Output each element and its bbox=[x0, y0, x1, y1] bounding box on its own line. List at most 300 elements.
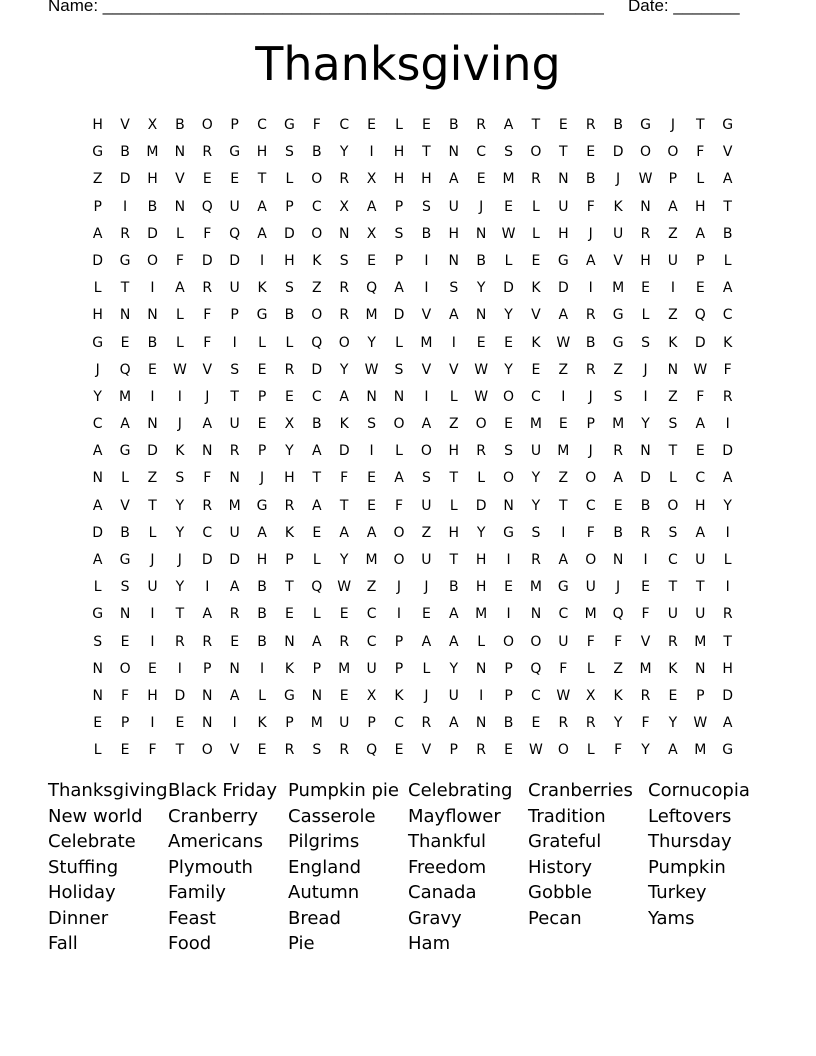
grid-letter: D bbox=[147, 443, 158, 460]
grid-letter: M bbox=[146, 144, 159, 161]
grid-row bbox=[84, 629, 744, 656]
grid-letter: U bbox=[585, 579, 596, 596]
grid-letter: I bbox=[725, 579, 730, 596]
grid-row bbox=[84, 302, 744, 329]
grid-letter: Z bbox=[448, 416, 459, 433]
grid-letter: Y bbox=[668, 715, 678, 732]
grid-letter: G bbox=[722, 742, 734, 759]
grid-row bbox=[84, 683, 744, 710]
grid-letter: Y bbox=[504, 307, 513, 324]
grid-letter: R bbox=[175, 633, 185, 650]
grid-letter: A bbox=[92, 225, 103, 242]
grid-letter: P bbox=[394, 198, 404, 215]
grid-letter: V bbox=[448, 361, 459, 378]
grid-letter: C bbox=[722, 307, 733, 324]
grid-row bbox=[84, 520, 744, 547]
grid-letter: D bbox=[92, 524, 104, 541]
grid-letter: U bbox=[229, 416, 240, 433]
grid-letter: H bbox=[558, 225, 569, 242]
grid-letter: B bbox=[175, 117, 185, 133]
grid-letter: Z bbox=[558, 470, 569, 487]
word-bank-item: Americans bbox=[168, 831, 264, 852]
grid-letter: J bbox=[95, 361, 100, 378]
grid-letter: F bbox=[203, 307, 212, 324]
grid-letter: G bbox=[92, 606, 104, 623]
grid-letter: A bbox=[585, 252, 596, 269]
grid-letter: E bbox=[93, 715, 103, 732]
grid-letter: H bbox=[448, 225, 460, 242]
grid-letter: R bbox=[421, 715, 432, 732]
grid-letter: W bbox=[337, 579, 352, 596]
grid-letter: Y bbox=[367, 334, 376, 351]
grid-row bbox=[84, 574, 744, 601]
grid-letter: X bbox=[284, 416, 295, 433]
grid-letter: O bbox=[503, 470, 515, 487]
grid-letter: A bbox=[202, 606, 213, 623]
grid-letter: O bbox=[146, 252, 158, 269]
word-bank-item: Casserole bbox=[288, 805, 376, 827]
grid-letter: A bbox=[695, 524, 706, 541]
grid-letter: A bbox=[394, 470, 404, 487]
grid-letter: Y bbox=[175, 524, 185, 541]
grid-letter: R bbox=[339, 742, 350, 759]
grid-letter: L bbox=[312, 606, 321, 623]
grid-letter: I bbox=[561, 388, 566, 405]
grid-letter: I bbox=[725, 416, 730, 433]
grid-letter: L bbox=[93, 742, 102, 759]
grid-letter: D bbox=[722, 687, 734, 704]
grid-letter: E bbox=[504, 416, 513, 433]
grid-letter: V bbox=[202, 361, 213, 378]
grid-letter: P bbox=[230, 307, 239, 324]
grid-letter: Z bbox=[366, 579, 377, 596]
grid-letter: I bbox=[561, 524, 566, 541]
grid-letter: N bbox=[311, 687, 323, 704]
grid-letter: F bbox=[148, 742, 157, 759]
grid-letter: R bbox=[229, 606, 240, 623]
grid-letter: F bbox=[641, 606, 650, 623]
grid-letter: R bbox=[668, 633, 678, 650]
grid-row bbox=[84, 493, 744, 520]
grid-letter: L bbox=[175, 334, 184, 351]
grid-letter: M bbox=[310, 715, 323, 732]
grid-letter: I bbox=[232, 715, 237, 732]
grid-letter: O bbox=[530, 633, 542, 650]
grid-letter: U bbox=[229, 524, 240, 541]
grid-letter: R bbox=[722, 606, 733, 623]
grid-letter: F bbox=[121, 687, 130, 704]
grid-letter: J bbox=[588, 443, 593, 460]
grid-letter: P bbox=[285, 715, 294, 732]
grid-letter: O bbox=[503, 633, 515, 650]
grid-letter: J bbox=[259, 470, 265, 487]
grid-letter: P bbox=[696, 252, 705, 269]
grid-letter: I bbox=[588, 280, 593, 297]
grid-letter: S bbox=[175, 470, 185, 487]
grid-letter: Y bbox=[339, 552, 349, 568]
grid-letter: T bbox=[723, 198, 732, 215]
grid-letter: L bbox=[504, 252, 513, 269]
grid-letter: J bbox=[396, 579, 402, 596]
word-bank-item: History bbox=[528, 856, 593, 878]
grid-letter: M bbox=[694, 742, 707, 759]
grid-letter: M bbox=[639, 660, 652, 677]
grid-letter: C bbox=[394, 715, 404, 732]
grid-letter: V bbox=[722, 144, 733, 161]
grid-letter: D bbox=[722, 443, 734, 460]
grid-letter: Z bbox=[613, 660, 623, 677]
grid-row bbox=[84, 221, 744, 248]
grid-letter: A bbox=[366, 198, 377, 215]
grid-letter: I bbox=[150, 280, 155, 297]
grid-letter: L bbox=[477, 470, 486, 487]
grid-letter: K bbox=[257, 715, 267, 732]
grid-letter: B bbox=[257, 633, 267, 650]
grid-letter: T bbox=[696, 579, 705, 596]
grid-letter: R bbox=[476, 742, 487, 759]
grid-letter: G bbox=[640, 117, 651, 133]
grid-letter: Y bbox=[476, 524, 486, 541]
grid-letter: R bbox=[531, 171, 541, 188]
grid-letter: T bbox=[175, 606, 185, 623]
grid-letter: C bbox=[531, 687, 541, 704]
grid-letter: K bbox=[339, 416, 349, 433]
grid-letter: E bbox=[613, 497, 623, 514]
grid-letter: A bbox=[695, 416, 706, 433]
grid-letter: U bbox=[339, 715, 350, 732]
grid-letter: B bbox=[448, 579, 459, 596]
grid-letter: Y bbox=[641, 742, 650, 759]
grid-letter: N bbox=[640, 443, 651, 460]
grid-letter: C bbox=[311, 388, 322, 405]
grid-letter: O bbox=[393, 416, 405, 433]
grid-letter: P bbox=[257, 443, 267, 460]
grid-letter: T bbox=[559, 497, 568, 514]
grid-letter: L bbox=[395, 117, 403, 133]
grid-letter: Q bbox=[366, 280, 378, 297]
grid-letter: J bbox=[424, 579, 429, 596]
grid-letter: M bbox=[119, 388, 132, 405]
word-bank-item: Pumpkin bbox=[648, 856, 726, 878]
grid-letter: G bbox=[612, 334, 624, 351]
grid-row bbox=[84, 411, 744, 438]
word-bank-item: Autumn bbox=[288, 882, 360, 903]
grid-letter: D bbox=[201, 252, 213, 269]
grid-letter: B bbox=[476, 252, 486, 269]
grid-letter: F bbox=[559, 660, 568, 677]
grid-letter: M bbox=[420, 334, 433, 351]
grid-letter: I bbox=[451, 334, 456, 351]
grid-letter: L bbox=[532, 225, 540, 242]
grid-letter: I bbox=[259, 252, 265, 269]
grid-letter: J bbox=[177, 552, 182, 568]
grid-letter: S bbox=[394, 225, 404, 242]
grid-letter: M bbox=[502, 171, 515, 188]
grid-letter: Y bbox=[504, 361, 513, 378]
grid-letter: I bbox=[670, 280, 675, 297]
grid-row bbox=[84, 330, 744, 357]
grid-letter: R bbox=[202, 633, 213, 650]
grid-letter: T bbox=[696, 117, 705, 133]
grid-letter: R bbox=[640, 687, 651, 704]
grid-letter: L bbox=[696, 171, 705, 188]
date-field: Date: _______ bbox=[628, 0, 740, 15]
grid-letter: A bbox=[668, 742, 678, 759]
grid-letter: L bbox=[641, 307, 650, 324]
grid-letter: L bbox=[258, 687, 266, 704]
grid-letter: N bbox=[612, 552, 624, 568]
grid-letter: S bbox=[531, 524, 541, 541]
grid-letter: U bbox=[667, 252, 679, 269]
grid-letter: A bbox=[421, 416, 432, 433]
grid-letter: B bbox=[120, 524, 130, 541]
grid-letter: R bbox=[120, 225, 130, 242]
grid-letter: F bbox=[203, 334, 212, 351]
grid-letter: R bbox=[202, 497, 213, 514]
grid-letter: A bbox=[722, 715, 733, 732]
grid-letter: A bbox=[722, 470, 733, 487]
grid-letter: U bbox=[612, 225, 624, 242]
grid-letter: G bbox=[612, 307, 624, 324]
grid-letter: C bbox=[92, 416, 103, 433]
grid-letter: P bbox=[394, 633, 404, 650]
grid-letter: S bbox=[93, 633, 103, 650]
grid-letter: A bbox=[312, 633, 322, 650]
grid-letter: K bbox=[668, 334, 678, 351]
grid-letter: A bbox=[339, 388, 349, 405]
grid-letter: Z bbox=[613, 361, 623, 378]
grid-letter: A bbox=[257, 198, 267, 215]
grid-letter: N bbox=[147, 307, 158, 324]
grid-letter: Z bbox=[421, 524, 432, 541]
grid-letter: E bbox=[148, 660, 157, 677]
grid-letter: G bbox=[284, 117, 295, 133]
grid-letter: A bbox=[695, 225, 706, 242]
grid-letter: L bbox=[723, 252, 732, 269]
grid-letter: I bbox=[150, 715, 155, 732]
grid-letter: U bbox=[530, 443, 542, 460]
grid-letter: X bbox=[339, 198, 349, 215]
grid-letter: E bbox=[175, 715, 185, 732]
grid-letter: N bbox=[393, 388, 405, 405]
grid-row bbox=[84, 112, 744, 139]
grid-letter: U bbox=[667, 606, 679, 623]
grid-letter: E bbox=[257, 361, 267, 378]
grid-letter: T bbox=[230, 388, 239, 405]
grid-letter: H bbox=[393, 144, 405, 161]
grid-letter: E bbox=[558, 416, 568, 433]
grid-letter: X bbox=[366, 225, 377, 242]
grid-letter: E bbox=[421, 117, 431, 133]
grid-letter: Q bbox=[366, 742, 378, 759]
grid-letter: O bbox=[338, 334, 350, 351]
grid-letter: T bbox=[668, 443, 678, 460]
grid-letter: M bbox=[228, 497, 241, 514]
word-bank-item: Cornucopia bbox=[648, 780, 750, 801]
grid-letter: N bbox=[530, 606, 542, 623]
grid-letter: I bbox=[479, 687, 484, 704]
grid-letter: S bbox=[449, 280, 459, 297]
grid-letter: N bbox=[667, 361, 679, 378]
grid-letter: R bbox=[229, 443, 240, 460]
grid-letter: Y bbox=[641, 416, 650, 433]
grid-letter: N bbox=[558, 171, 569, 188]
grid-letter: N bbox=[119, 307, 131, 324]
grid-letter: D bbox=[92, 252, 104, 269]
grid-letter: A bbox=[202, 416, 213, 433]
grid-letter: D bbox=[229, 552, 241, 568]
word-bank-item: Tradition bbox=[528, 805, 606, 827]
grid-letter: L bbox=[285, 171, 294, 188]
grid-letter: S bbox=[421, 198, 431, 215]
grid-letter: N bbox=[202, 687, 213, 704]
grid-letter: G bbox=[284, 687, 295, 704]
grid-letter: J bbox=[616, 171, 621, 188]
grid-letter: T bbox=[668, 579, 678, 596]
grid-letter: S bbox=[394, 361, 404, 378]
grid-letter: Y bbox=[449, 660, 459, 677]
grid-letter: Q bbox=[530, 660, 542, 677]
grid-letter: S bbox=[284, 144, 294, 161]
grid-letter: K bbox=[284, 524, 295, 541]
grid-letter: D bbox=[557, 280, 569, 297]
grid-letter: A bbox=[229, 579, 240, 596]
grid-letter: F bbox=[696, 388, 705, 405]
grid-letter: A bbox=[175, 280, 185, 297]
grid-letter: R bbox=[339, 307, 350, 324]
grid-letter: F bbox=[696, 144, 705, 161]
word-bank-item: Freedom bbox=[408, 856, 487, 878]
grid-letter: G bbox=[557, 252, 569, 269]
grid-letter: U bbox=[695, 606, 706, 623]
grid-letter: L bbox=[121, 470, 129, 487]
grid-letter: I bbox=[643, 552, 648, 568]
grid-letter: L bbox=[449, 388, 458, 405]
grid-letter: X bbox=[585, 687, 596, 704]
grid-letter: D bbox=[284, 225, 295, 242]
grid-letter: A bbox=[503, 117, 514, 133]
grid-letter: Y bbox=[175, 497, 185, 514]
grid-letter: U bbox=[229, 198, 240, 215]
grid-letter: I bbox=[369, 443, 374, 460]
grid-letter: V bbox=[421, 361, 432, 378]
grid-letter: S bbox=[668, 416, 678, 433]
word-bank-item: Pie bbox=[288, 933, 315, 954]
grid-letter: A bbox=[92, 497, 103, 514]
word-bank-item: England bbox=[288, 856, 362, 878]
grid-letter: Z bbox=[312, 280, 322, 297]
grid-letter: S bbox=[367, 416, 377, 433]
grid-letter: Y bbox=[175, 579, 185, 596]
grid-letter: E bbox=[531, 361, 541, 378]
grid-letter: A bbox=[722, 280, 733, 297]
grid-letter: O bbox=[311, 171, 323, 188]
grid-letter: G bbox=[92, 334, 104, 351]
grid-letter: H bbox=[640, 252, 651, 269]
grid-letter: E bbox=[394, 742, 404, 759]
grid-letter: S bbox=[504, 144, 513, 161]
grid-letter: L bbox=[395, 443, 403, 460]
grid-letter: A bbox=[448, 171, 459, 188]
grid-letter: Q bbox=[311, 579, 323, 596]
grid-letter: E bbox=[695, 443, 705, 460]
grid-letter: J bbox=[588, 225, 593, 242]
grid-letter: E bbox=[120, 633, 130, 650]
grid-letter: R bbox=[585, 307, 596, 324]
grid-letter: S bbox=[421, 470, 431, 487]
word-bank-item: Fall bbox=[48, 933, 78, 954]
grid-letter: F bbox=[586, 633, 595, 650]
grid-letter: A bbox=[339, 524, 349, 541]
grid-letter: D bbox=[393, 307, 405, 324]
grid-letter: E bbox=[421, 606, 431, 623]
grid-letter: Q bbox=[694, 307, 706, 324]
grid-letter: A bbox=[448, 633, 459, 650]
grid-letter: S bbox=[120, 579, 130, 596]
grid-letter: B bbox=[613, 117, 623, 133]
grid-letter: D bbox=[201, 552, 213, 568]
grid-letter: K bbox=[257, 280, 267, 297]
word-bank-item: Pumpkin pie bbox=[288, 780, 399, 801]
grid-letter: I bbox=[424, 280, 429, 297]
grid-letter: E bbox=[367, 497, 377, 514]
grid-letter: A bbox=[257, 524, 267, 541]
grid-letter: E bbox=[476, 334, 486, 351]
grid-letter: V bbox=[640, 633, 651, 650]
grid-letter: V bbox=[120, 117, 130, 133]
grid-letter: Z bbox=[668, 388, 678, 405]
grid-letter: C bbox=[585, 497, 596, 514]
grid-letter: X bbox=[366, 687, 377, 704]
grid-letter: O bbox=[585, 552, 597, 568]
word-bank-item: New world bbox=[48, 805, 143, 827]
grid-letter: H bbox=[393, 171, 405, 188]
grid-letter: T bbox=[285, 579, 294, 596]
grid-letter: E bbox=[504, 334, 513, 351]
grid-letter: W bbox=[529, 742, 543, 759]
grid-letter: A bbox=[448, 606, 459, 623]
grid-letter: U bbox=[147, 579, 158, 596]
grid-letter: I bbox=[232, 334, 237, 351]
grid-letter: M bbox=[584, 606, 597, 623]
grid-letter: R bbox=[585, 715, 596, 732]
grid-letter: C bbox=[366, 633, 377, 650]
grid-letter: G bbox=[92, 144, 104, 161]
grid-letter: R bbox=[339, 280, 350, 297]
grid-row bbox=[84, 438, 744, 465]
grid-letter: P bbox=[394, 252, 404, 269]
grid-letter: P bbox=[586, 416, 595, 433]
grid-letter: F bbox=[394, 497, 404, 514]
grid-letter: G bbox=[119, 443, 131, 460]
grid-letter: I bbox=[205, 579, 210, 596]
grid-letter: M bbox=[612, 280, 625, 297]
grid-letter: Y bbox=[476, 280, 486, 297]
grid-letter: F bbox=[614, 633, 623, 650]
grid-letter: D bbox=[311, 361, 323, 378]
grid-letter: P bbox=[668, 171, 678, 188]
grid-letter: V bbox=[531, 307, 541, 324]
grid-letter: Z bbox=[92, 171, 103, 188]
grid-row bbox=[84, 547, 744, 574]
grid-letter: T bbox=[723, 633, 732, 650]
grid-letter: K bbox=[175, 443, 185, 460]
word-bank-item: Thanksgiving bbox=[48, 780, 168, 801]
grid-letter: C bbox=[695, 470, 706, 487]
grid-letter: W bbox=[693, 715, 708, 732]
grid-letter: B bbox=[640, 497, 651, 514]
grid-letter: E bbox=[367, 470, 377, 487]
